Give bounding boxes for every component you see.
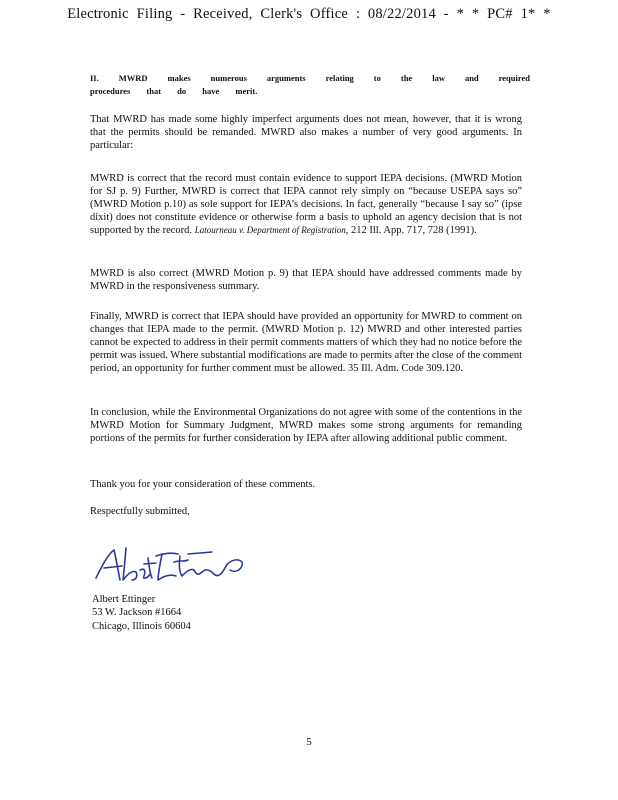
filing-stamp-header: Electronic Filing - Received, Clerk's Office : 08/22/2014 - * * PC# 1* * <box>67 6 551 22</box>
paragraph-conclusion: In conclusion, while the Environmental Organizations do not agree with some of the contentions in the MWRD Motion for Summary Judgment, MWRD makes some strong arguments for remanding portions of the permits for further consideration by IEPA after allowing additional public comment. <box>90 407 522 444</box>
paragraph-intro: That MWRD has made some highly imperfect arguments does not mean, however, that it is wrong that the permits should be remanded. MWRD also makes a number of very good arguments. In particular: <box>90 114 522 151</box>
signer-name: Albert Ettinger <box>92 594 156 605</box>
paragraph-thanks: Thank you for your consideration of these comments. <box>90 479 316 490</box>
paragraph-opportunity-to-comment: Finally, MWRD is correct that IEPA should have provided an opportunity for MWRD to comment on changes that IEPA made to the permit. (MWRD Motion p. 12) MWRD and other interested parties cannot be expected to address in their permit comments matters of which they had no notice before the permit was issued. Where substantial modifications are made to permits after the close of the comment period, an opportunity for further comment must be allowed. 35 Ill. Adm. Code 309.120. <box>90 311 522 374</box>
case-citation: Latourneau v. Department of Registration <box>194 225 346 235</box>
paragraph-record-evidence-text: MWRD is correct that the record must contain evidence to support IEPA decisions. (MWRD Motion for SJ p. 9) Further, MWRD is correct that IEPA cannot rely simply on “because USEPA says so” (MWRD Motion p.10) as sole support for IEPA’s decisions. In fact, generally “because I say so” (ipse dixit) does not constitute evidence or otherwise form a basis to uphold an agency decision that is not supported by the record. <box>90 173 522 236</box>
signer-city: Chicago, Illinois 60604 <box>92 621 191 632</box>
section-heading: II. MWRD makes numerous arguments relating to the law and required procedures that do have merit. <box>90 73 530 96</box>
paragraph-closing: Respectfully submitted, <box>90 506 190 517</box>
handwritten-signature <box>92 540 252 588</box>
paragraph-responsiveness-summary: MWRD is also correct (MWRD Motion p. 9) that IEPA should have addressed comments made by MWRD in the responsiveness summary. <box>90 268 522 292</box>
page-number: 5 <box>306 736 312 748</box>
signer-address: 53 W. Jackson #1664 <box>92 607 182 618</box>
case-citation-tail: , 212 Ill. App. 717, 728 (1991). <box>345 225 477 236</box>
paragraph-record-evidence <box>90 172 522 237</box>
